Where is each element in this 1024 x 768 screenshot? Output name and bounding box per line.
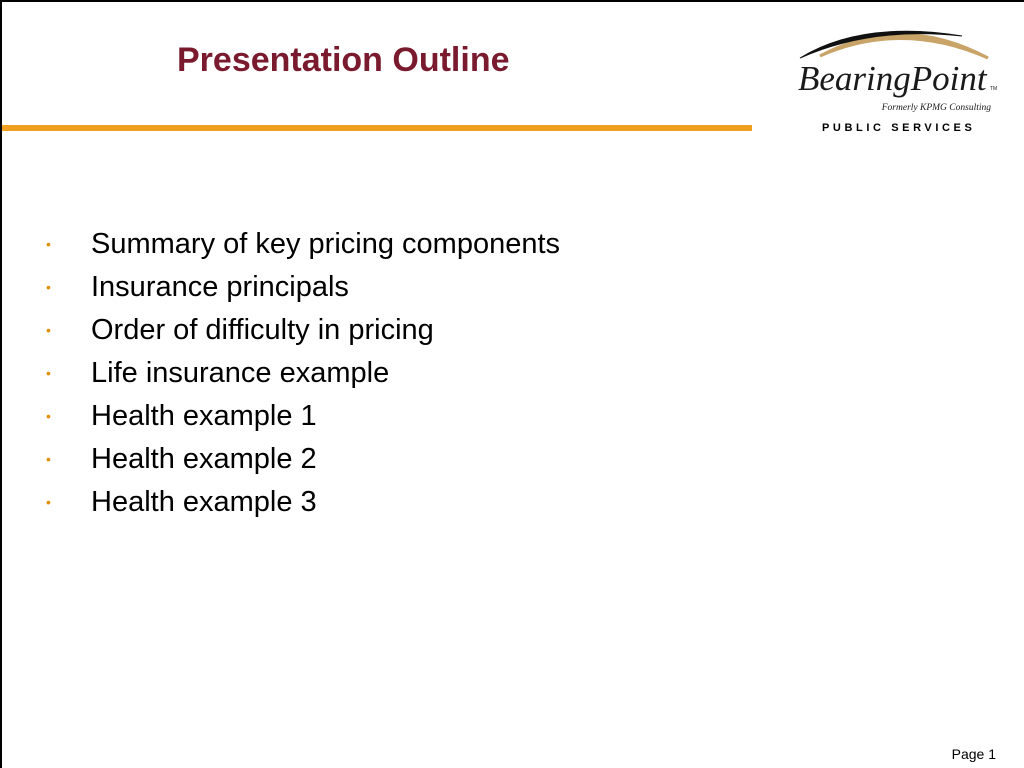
outline-item-text: Summary of key pricing components xyxy=(91,228,561,260)
page-number: Page 1 xyxy=(951,746,996,762)
bullet-icon: • xyxy=(46,494,51,510)
outline-item-text: Health example 1 xyxy=(91,400,317,432)
outline-item-text: Life insurance example xyxy=(91,357,390,389)
logo-tagline: Formerly KPMG Consulting xyxy=(881,103,991,113)
bullet-icon: • xyxy=(46,408,51,424)
bearingpoint-logo xyxy=(792,18,1002,114)
accent-rule xyxy=(2,125,752,131)
bullet-icon: • xyxy=(46,451,51,467)
division-label: PUBLIC SERVICES xyxy=(822,122,976,134)
logo-trademark: TM xyxy=(990,86,998,92)
logo-arc-gold xyxy=(820,34,988,58)
bullet-icon: • xyxy=(46,365,51,381)
slide-title: Presentation Outline xyxy=(177,41,510,79)
bullet-icon: • xyxy=(46,236,51,252)
bullet-icon: • xyxy=(46,322,51,338)
swoosh-arc-icon xyxy=(800,31,988,58)
outline-item-text: Health example 3 xyxy=(91,486,317,518)
outline-item-text: Insurance principals xyxy=(91,271,349,303)
outline-item-text: Order of difficulty in pricing xyxy=(91,314,434,346)
logo-wordmark: BearingPoint xyxy=(798,59,987,98)
outline-item-text: Health example 2 xyxy=(91,443,317,475)
bullet-icon: • xyxy=(46,279,51,295)
